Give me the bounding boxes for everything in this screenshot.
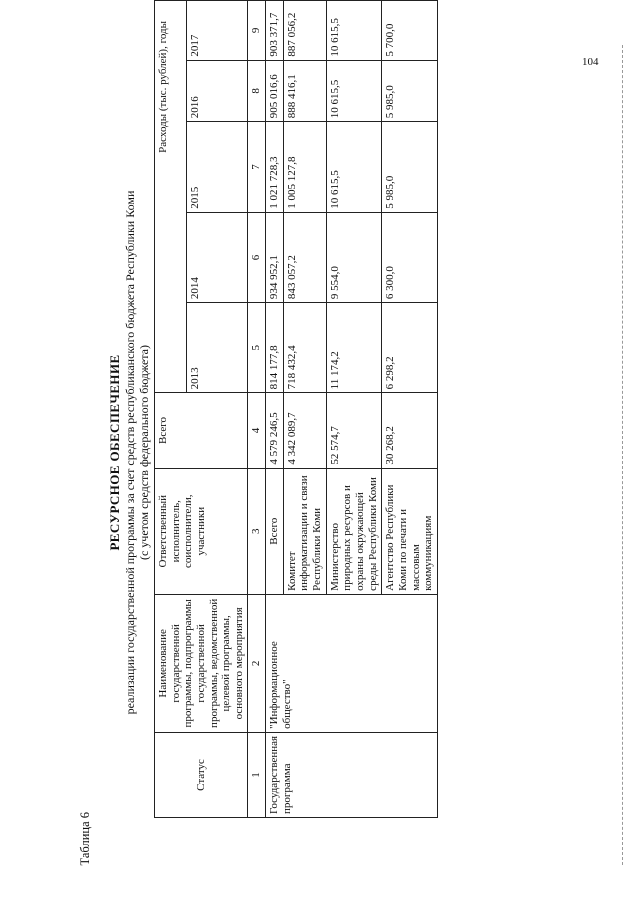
column-index-row [248, 1, 266, 818]
header-year: 2013 [187, 303, 248, 393]
year-cell: 5 985,0 [382, 60, 438, 122]
total-cell: 4 579 246,5 [266, 393, 284, 468]
document-subtitle-note: (с учетом средств федерального бюджета) [137, 344, 151, 561]
program-status: Государственная программа [266, 732, 438, 817]
year-cell: 903 371,7 [266, 1, 284, 61]
total-cell: 52 574,7 [326, 393, 382, 468]
column-index: 2 [248, 594, 266, 732]
year-cell: 1 021 728,3 [266, 122, 284, 213]
year-cell: 10 615,5 [326, 60, 382, 122]
column-index: 8 [248, 60, 266, 122]
header-status: Статус [155, 732, 248, 817]
year-cell: 5 985,0 [382, 122, 438, 213]
header-expenses: Расходы (тыс. рублей), годы [155, 1, 187, 393]
year-cell: 718 432,4 [283, 303, 326, 393]
header-responsible: Ответственный исполнитель, соисполнители, участники [155, 468, 248, 594]
year-cell: 6 298,2 [382, 303, 438, 393]
year-cell: 814 177,8 [266, 303, 284, 393]
year-cell: 9 554,0 [326, 212, 382, 302]
year-cell: 10 615,5 [326, 122, 382, 213]
column-index: 5 [248, 303, 266, 393]
total-cell: 4 342 089,7 [283, 393, 326, 468]
year-cell: 5 700,0 [382, 1, 438, 61]
year-cell: 887 056,2 [283, 1, 326, 61]
column-index: 4 [248, 393, 266, 468]
document-subtitle: реализации государственной программы за счет средств республиканского бюджета Республики Коми [123, 190, 137, 715]
header-name: Наименование государственной программы, подпрограммы государственной программы, ведомственной целевой программы, основного мероприятия [155, 594, 248, 732]
column-index: 9 [248, 1, 266, 61]
total-cell: 30 268,2 [382, 393, 438, 468]
year-cell: 905 016,6 [266, 60, 284, 122]
year-cell: 843 057,2 [283, 212, 326, 302]
page-edge-line [622, 45, 623, 865]
document-title: РЕСУРСНОЕ ОБЕСПЕЧЕНИЕ [107, 354, 122, 551]
table-caption: Таблица 6 [78, 812, 92, 866]
year-cell: 934 952,1 [266, 212, 284, 302]
year-cell: 6 300,0 [382, 212, 438, 302]
year-cell: 11 174,2 [326, 303, 382, 393]
column-index: 1 [248, 732, 266, 817]
column-index: 7 [248, 122, 266, 213]
header-total: Всего [155, 393, 248, 468]
header-year: 2017 [187, 1, 248, 61]
page-number: 104 [582, 56, 599, 68]
year-cell: 888 416,1 [283, 60, 326, 122]
header-year: 2015 [187, 122, 248, 213]
header-row [155, 1, 187, 818]
table-row [266, 1, 284, 818]
program-name: "Информационное общество" [266, 594, 438, 732]
responsible-cell: Министерство природных ресурсов и охраны окружающей среды Республики Коми [326, 468, 382, 594]
year-cell: 10 615,5 [326, 1, 382, 61]
column-index: 3 [248, 468, 266, 594]
header-year: 2014 [187, 212, 248, 302]
year-cell: 1 005 127,8 [283, 122, 326, 213]
responsible-cell: Агентство Республики Коми по печати и массовым коммуникациям [382, 468, 438, 594]
header-year: 2016 [187, 60, 248, 122]
column-index: 6 [248, 212, 266, 302]
resource-table [154, 0, 438, 818]
responsible-cell: Всего [266, 468, 284, 594]
responsible-cell: Комитет информатизации и связи Республики Коми [283, 468, 326, 594]
